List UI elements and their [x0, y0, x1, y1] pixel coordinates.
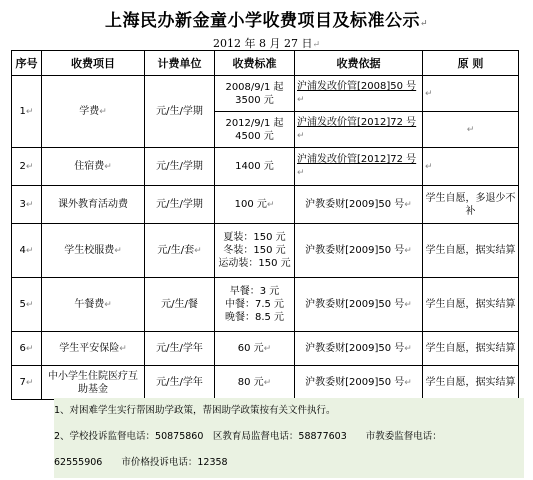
row-principle: ↵ — [423, 76, 519, 112]
row-basis: 沪教委财[2009]50 号↵ — [295, 366, 423, 400]
row-standard: 夏装：150 元 冬装：150 元 运动装：150 元 — [215, 224, 295, 278]
header-unit: 计费单位 — [145, 51, 215, 76]
row-basis: 沪教委财[2009]50 号↵ — [295, 278, 423, 332]
row-unit: 元/生/套↵ — [145, 224, 215, 278]
row-unit: 元/生/学期 — [145, 186, 215, 224]
table-row — [12, 366, 519, 400]
fee-table — [11, 50, 519, 400]
row-basis: 沪浦发改价管[2012]72 号↵ — [295, 112, 423, 148]
row-principle: 学生自愿，据实结算 — [423, 366, 519, 400]
row-number: 7↵ — [12, 366, 42, 400]
row-basis: 沪教委财[2009]50 号↵ — [295, 224, 423, 278]
row-unit: 元/生/学期 — [145, 76, 215, 148]
row-item: 午餐费↵ — [42, 278, 145, 332]
row-number: 2↵ — [12, 148, 42, 186]
row-standard: 2008/9/1 起 3500 元 — [215, 76, 295, 112]
note-line: 62555906 市价格投诉电话：12358 — [54, 457, 228, 468]
row-unit: 元/生/学期 — [145, 148, 215, 186]
row-principle: 学生自愿，据实结算 — [423, 278, 519, 332]
row-standard: 80 元↵ — [215, 366, 295, 400]
row-standard: 早餐：3 元 中餐：7.5 元 晚餐：8.5 元 — [215, 278, 295, 332]
row-standard: 1400 元 — [215, 148, 295, 186]
row-number: 4↵ — [12, 224, 42, 278]
table-row — [12, 224, 519, 278]
row-standard: 100 元↵ — [215, 186, 295, 224]
row-basis: 沪浦发改价管[2012]72 号↵ — [295, 148, 423, 186]
row-item: 中小学生住院医疗互助基金 — [42, 366, 145, 400]
row-number: 1↵ — [12, 76, 42, 148]
row-principle: 学生自愿，据实结算 — [423, 224, 519, 278]
row-basis: 沪浦发改价管[2008]50 号↵ — [295, 76, 423, 112]
header-item: 收费项目 — [42, 51, 145, 76]
header-basis: 收费依据 — [295, 51, 423, 76]
header-number: 序号 — [12, 51, 42, 76]
row-unit: 元/生/餐 — [145, 278, 215, 332]
note-line: 1、对困难学生实行帮困助学政策，帮困助学政策按有关文件执行。 — [54, 405, 336, 416]
table-row — [12, 76, 519, 112]
row-number: 5↵ — [12, 278, 42, 332]
row-principle: 学生自愿，多退少不补 — [423, 186, 519, 224]
row-basis: 沪教委财[2009]50 号↵ — [295, 186, 423, 224]
table-row — [12, 148, 519, 186]
row-item: 住宿费↵ — [42, 148, 145, 186]
row-principle: 学生自愿，据实结算 — [423, 332, 519, 366]
row-basis: 沪教委财[2009]50 号↵ — [295, 332, 423, 366]
row-number: 6↵ — [12, 332, 42, 366]
row-principle: ↵ — [423, 148, 519, 186]
row-number: 3↵ — [12, 186, 42, 224]
row-item: 课外教育活动费 — [42, 186, 145, 224]
row-standard: 60 元↵ — [215, 332, 295, 366]
notes-panel — [54, 398, 524, 478]
table-header-row — [12, 51, 519, 76]
publish-date: 2012 年 8 月 27 日↵ — [212, 37, 321, 50]
table-row — [12, 278, 519, 332]
row-principle: ↵ — [423, 112, 519, 148]
row-standard: 2012/9/1 起 4500 元 — [215, 112, 295, 148]
table-row — [12, 186, 519, 224]
row-unit: 元/生/学年 — [145, 366, 215, 400]
note-line: 2、学校投诉监督电话：50875860 区教育局监督电话：58877603 市教委监督电话： — [54, 431, 442, 442]
page-title: 上海民办新金童小学收费项目及标准公示↵ — [104, 11, 429, 31]
row-item: 学生平安保险↵ — [42, 332, 145, 366]
table-row — [12, 332, 519, 366]
row-item: 学费↵ — [42, 76, 145, 148]
header-standard: 收费标准 — [215, 51, 295, 76]
row-unit: 元/生/学年 — [145, 332, 215, 366]
row-item: 学生校服费↵ — [42, 224, 145, 278]
header-principle: 原 则 — [423, 51, 519, 76]
